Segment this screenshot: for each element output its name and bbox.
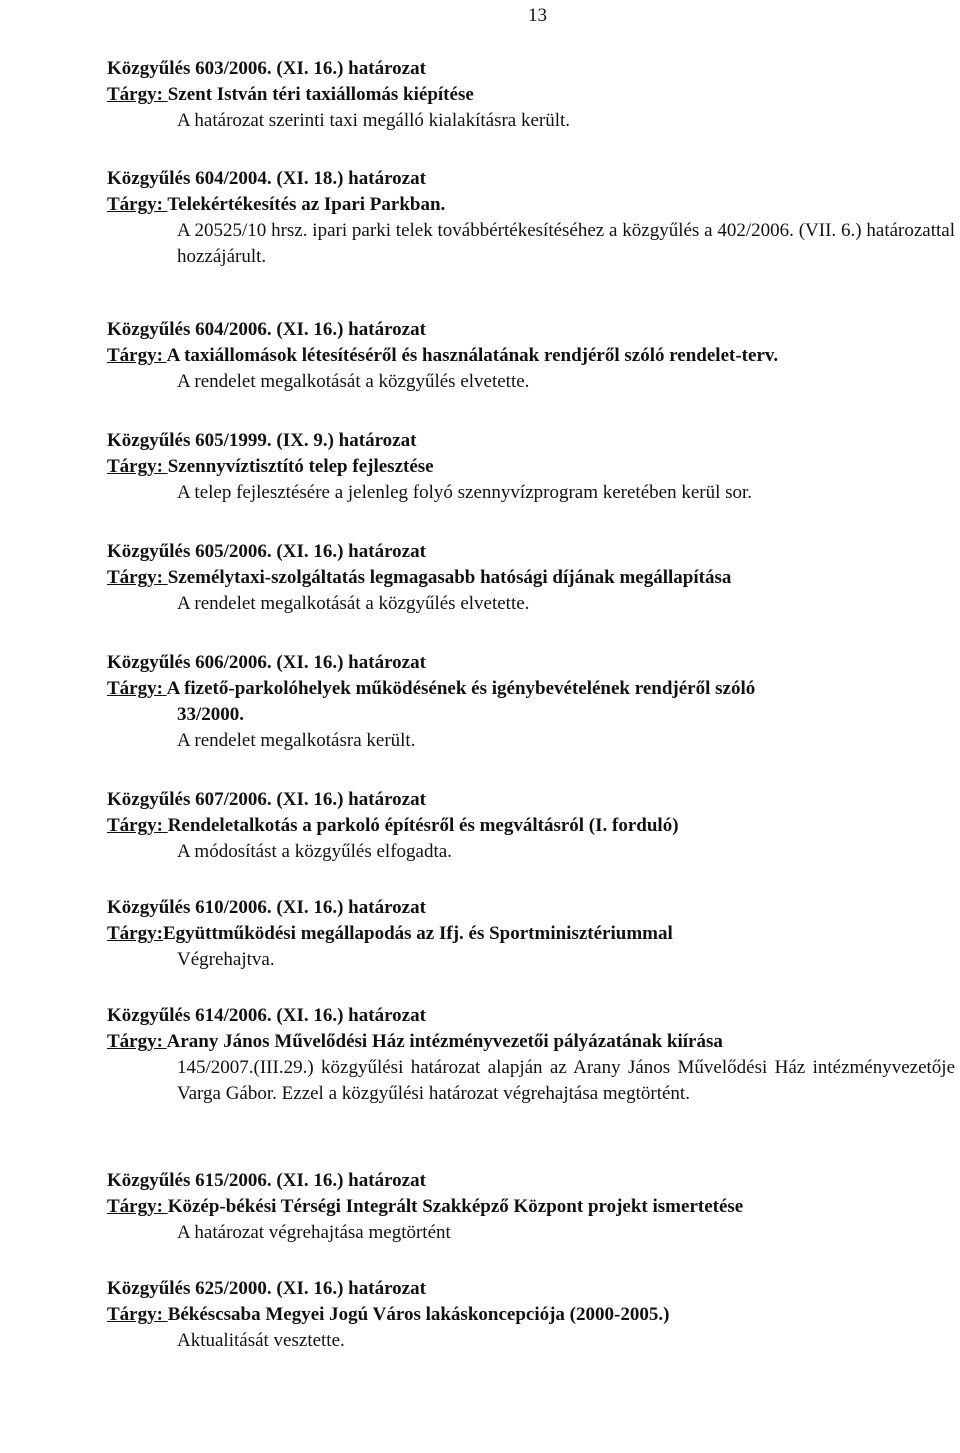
subject-prefix: Tárgy: [107,567,168,588]
resolution-subject [107,676,957,728]
resolution-status: A rendelet megalkotását a közgyűlés elvetette. [177,371,530,392]
subject-prefix: Tárgy: [107,194,168,215]
resolution-heading: Közgyűlés 625/2000. (XI. 16.) határozat [107,1278,426,1299]
resolution-status: 145/2007.(III.29.) közgyűlési határozat alapján az Arany János Művelődési Ház intézményvezetője Varga Gábor. Ezzel a közgyűlési határozat végrehajtása megtörtént. [177,1057,955,1104]
resolution-entry [107,1168,957,1246]
resolution-subject [107,813,957,839]
resolution-status: Végrehajtva. [177,949,275,970]
resolution-subject [107,565,957,591]
resolution-subject [107,1029,957,1055]
subject-prefix: Tárgy: [107,84,168,105]
resolution-status: A rendelet megalkotását a közgyűlés elvetette. [177,593,530,614]
resolution-subject [107,454,957,480]
subject-text: Szennyvíztisztító telep fejlesztése [167,456,434,477]
subject-text: A fizető-parkolóhelyek működésének és igénybevételének rendjéről szóló [166,678,756,699]
subject-prefix: Tárgy: [107,923,163,944]
resolution-heading: Közgyűlés 604/2004. (XI. 18.) határozat [107,168,426,189]
resolution-subject [107,921,957,947]
resolution-subject [107,82,957,108]
resolution-status: A rendelet megalkotásra került. [177,730,416,751]
subject-prefix: Tárgy: [107,1304,168,1325]
resolution-heading: Közgyűlés 605/2006. (XI. 16.) határozat [107,541,426,562]
subject-prefix: Tárgy: [107,1031,167,1052]
resolution-status: A határozat végrehajtása megtörtént [177,1222,451,1243]
subject-continuation: 33/2000. [177,704,245,725]
resolution-subject [107,1194,957,1220]
subject-text: Együttműködési megállapodás az Ifj. és Sportminisztériummal [162,923,673,944]
resolution-entry [107,787,957,865]
resolution-heading: Közgyűlés 604/2006. (XI. 16.) határozat [107,319,426,340]
resolution-heading: Közgyűlés 603/2006. (XI. 16.) határozat [107,58,426,79]
resolution-status: A telep fejlesztésére a jelenleg folyó szennyvízprogram keretében kerül sor. [177,482,753,503]
subject-text: Rendeletalkotás a parkoló építésről és megváltásról (I. forduló) [167,815,679,836]
resolution-heading: Közgyűlés 610/2006. (XI. 16.) határozat [107,897,426,918]
page-number: 13 [528,5,547,26]
resolution-subject [107,343,957,369]
subject-text: Arany János Művelődési Ház intézményvezetői pályázatának kiírása [166,1031,723,1052]
resolution-entry [107,166,957,270]
resolution-heading: Közgyűlés 615/2006. (XI. 16.) határozat [107,1170,426,1191]
subject-prefix: Tárgy: [107,678,167,699]
subject-prefix: Tárgy: [107,456,168,477]
resolution-entry [107,1003,957,1107]
subject-text: Közép-békési Térségi Integrált Szakképző Központ projekt ismertetése [167,1196,744,1217]
resolution-heading: Közgyűlés 606/2006. (XI. 16.) határozat [107,652,426,673]
subject-text: Békéscsaba Megyei Jogú Város lakáskoncepciója (2000-2005.) [167,1304,670,1325]
resolution-entry [107,650,957,754]
resolution-subject [107,192,957,218]
resolution-entry [107,428,957,506]
resolution-status: A módosítást a közgyűlés elfogadta. [177,841,452,862]
resolution-heading: Közgyűlés 607/2006. (XI. 16.) határozat [107,789,426,810]
subject-text: A taxiállomások létesítéséről és használatának rendjéről szóló rendelet-terv. [166,345,779,366]
resolution-entry [107,895,957,973]
resolution-entry [107,539,957,617]
resolution-entry [107,56,957,134]
resolution-heading: Közgyűlés 605/1999. (IX. 9.) határozat [107,430,417,451]
subject-text: Személytaxi-szolgáltatás legmagasabb hatósági díjának megállapítása [167,567,732,588]
subject-prefix: Tárgy: [107,1196,168,1217]
subject-prefix: Tárgy: [107,815,168,836]
resolution-status: A határozat szerinti taxi megálló kialakításra került. [177,110,571,131]
subject-prefix: Tárgy: [107,345,167,366]
resolution-entry [107,317,957,395]
resolution-status: A 20525/10 hrsz. ipari parki telek továbbértékesítéséhez a közgyűlés a 402/2006. (VII. 6.) határozattal hozzájárult. [177,220,955,267]
resolution-subject [107,1302,957,1328]
resolution-heading: Közgyűlés 614/2006. (XI. 16.) határozat [107,1005,426,1026]
subject-text: Szent István téri taxiállomás kiépítése [167,84,474,105]
resolution-entry [107,1276,957,1354]
resolution-status: Aktualitását vesztette. [177,1330,345,1351]
subject-text: Telekértékesítés az Ipari Parkban. [167,194,446,215]
